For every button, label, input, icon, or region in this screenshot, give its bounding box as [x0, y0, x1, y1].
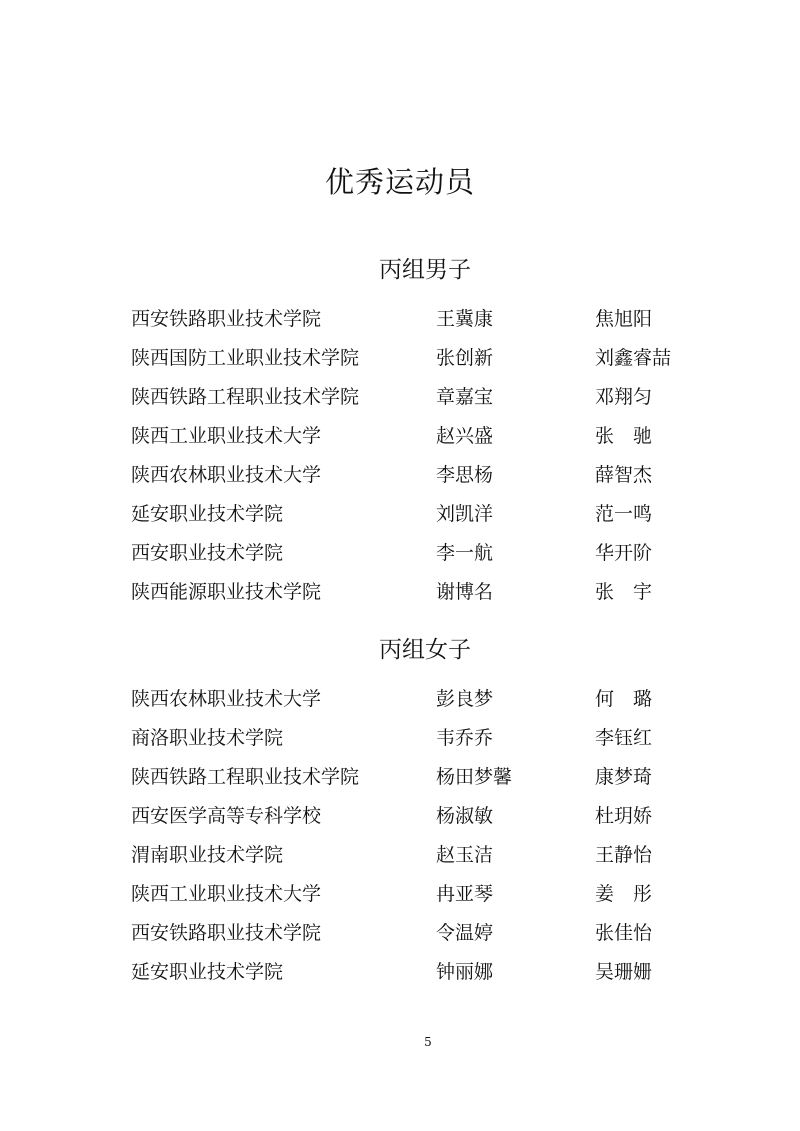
school-name: 商洛职业技术学院: [131, 727, 284, 749]
page-title: 优秀运动员: [324, 165, 475, 199]
athlete-name: 范一鸣: [595, 503, 653, 525]
school-name: 陕西工业职业技术大学: [131, 425, 322, 447]
athlete-name: 薛智杰: [595, 464, 653, 486]
roster-row: [0, 719, 800, 758]
roster-row: [0, 680, 800, 719]
roster-row: [0, 534, 800, 573]
athlete-name: 张 驰: [595, 425, 653, 447]
athlete-name: 张佳怡: [595, 922, 653, 944]
athlete-name: 王静怡: [595, 844, 653, 866]
school-name: 陕西铁路工程职业技术学院: [131, 766, 360, 788]
athlete-name: 姜 彤: [595, 883, 653, 905]
roster-group-c-men: [0, 300, 800, 612]
athlete-name: 冉亚琴: [436, 883, 494, 905]
athlete-name: 赵兴盛: [436, 425, 494, 447]
school-name: 陕西能源职业技术学院: [131, 581, 322, 603]
roster-row: [0, 914, 800, 953]
school-name: 西安医学高等专科学校: [131, 805, 322, 827]
athlete-name: 韦乔乔: [436, 727, 494, 749]
athlete-name: 刘凯洋: [436, 503, 494, 525]
athlete-name: 钟丽娜: [436, 961, 494, 983]
roster-row: [0, 758, 800, 797]
roster-row: [0, 797, 800, 836]
athlete-name: 华开阶: [595, 542, 653, 564]
athlete-name: 何 璐: [595, 688, 653, 710]
roster-row: [0, 300, 800, 339]
athlete-name: 刘鑫睿喆: [595, 347, 672, 369]
athlete-name: 杨田梦馨: [436, 766, 513, 788]
school-name: 渭南职业技术学院: [131, 844, 284, 866]
athlete-name: 李思杨: [436, 464, 494, 486]
athlete-name: 谢博名: [436, 581, 494, 603]
athlete-name: 赵玉洁: [436, 844, 494, 866]
school-name: 陕西国防工业职业技术学院: [131, 347, 360, 369]
athlete-name: 李钰红: [595, 727, 653, 749]
athlete-name: 康梦琦: [595, 766, 653, 788]
roster-row: [0, 339, 800, 378]
roster-group-c-women: [0, 680, 800, 992]
roster-row: [0, 456, 800, 495]
roster-row: [0, 573, 800, 612]
athlete-name: 王冀康: [436, 308, 494, 330]
school-name: 陕西铁路工程职业技术学院: [131, 386, 360, 408]
school-name: 陕西工业职业技术大学: [131, 883, 322, 905]
school-name: 陕西农林职业技术大学: [131, 464, 322, 486]
athlete-name: 吴珊姗: [595, 961, 653, 983]
athlete-name: 张 宇: [595, 581, 653, 603]
athlete-name: 令温婷: [436, 922, 494, 944]
roster-row: [0, 953, 800, 992]
athlete-name: 李一航: [436, 542, 494, 564]
athlete-name: 杨淑敏: [436, 805, 494, 827]
school-name: 延安职业技术学院: [131, 503, 284, 525]
school-name: 西安铁路职业技术学院: [131, 308, 322, 330]
roster-row: [0, 495, 800, 534]
school-name: 陕西农林职业技术大学: [131, 688, 322, 710]
section-heading-group-c-men: 丙组男子: [379, 257, 471, 283]
athlete-name: 张创新: [436, 347, 494, 369]
roster-row: [0, 875, 800, 914]
athlete-name: 邓翔匀: [595, 386, 653, 408]
roster-row: [0, 836, 800, 875]
athlete-name: 焦旭阳: [595, 308, 653, 330]
roster-row: [0, 417, 800, 456]
roster-row: [0, 378, 800, 417]
section-heading-group-c-women: 丙组女子: [379, 637, 471, 663]
athlete-name: 杜玥娇: [595, 805, 653, 827]
school-name: 西安铁路职业技术学院: [131, 922, 322, 944]
school-name: 西安职业技术学院: [131, 542, 284, 564]
school-name: 延安职业技术学院: [131, 961, 284, 983]
athlete-name: 章嘉宝: [436, 386, 494, 408]
page-number: 5: [424, 1035, 432, 1049]
athlete-name: 彭良梦: [436, 688, 494, 710]
